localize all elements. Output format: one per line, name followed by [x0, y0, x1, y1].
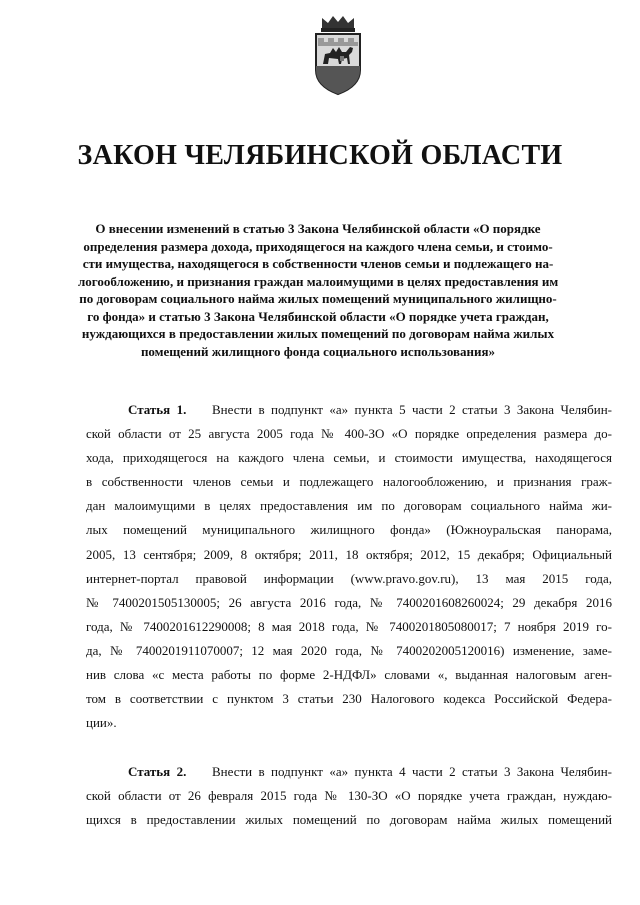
subtitle-line: определения размера дохода, приходящегося на каждого члена семьи, и стоимо- [83, 238, 553, 254]
subtitle-line: логообложению, и признания граждан малоимущими в целях предоставления им [78, 273, 559, 289]
article-line: ции». [86, 715, 117, 731]
article-line: ской области от 25 августа 2005 года № 400-ЗО «О порядке определения размера до- [86, 426, 612, 442]
article-line: 2005, 13 сентября; 2009, 8 октября; 2011, 18 октября; 2012, 15 декабря; Официальный [86, 546, 612, 562]
chelyabinsk-coat-of-arms-icon [308, 14, 368, 98]
article-line: дан малоимущими в целях предоставления им по договорам социального найма жи- [86, 498, 612, 514]
subtitle-line: помещений жилищного фонда социального использования» [140, 343, 496, 359]
article-line: нив слова «с места работы по форме 2-НДФЛ» словами «, выданная налоговым аген- [86, 667, 612, 683]
subtitle-line: по договорам социального найма жилых помещений муниципального жилищно- [79, 291, 557, 306]
law-title: ЗАКОН ЧЕЛЯБИНСКОЙ ОБЛАСТИ [77, 140, 563, 171]
article-first-line [86, 398, 612, 422]
subtitle-line: го фонда» и статью 3 Закона Челябинской области «О порядке учета граждан, [87, 308, 549, 324]
article-text: Внести в подпункт «а» пункта 4 части 2 статьи 3 Закона Челябин- [211, 764, 613, 779]
article-1 [86, 398, 612, 735]
article-line: № 7400201505130005; 26 августа 2016 года, № 7400201608260024; 29 декабря 2016 [86, 594, 612, 610]
article-first-line [86, 760, 612, 784]
article-2 [86, 760, 612, 832]
article-line: да, № 7400201911070007; 12 мая 2020 года, № 7400202005120016) изменение, заме- [86, 642, 612, 658]
article-line: том в соответствии с пунктом 3 статьи 230 Налогового кодекса Российской Федера- [86, 691, 612, 707]
article-line: щихся в предоставлении жилых помещений по договорам найма жилых помещений [86, 812, 612, 828]
subtitle-line: сти имущества, находящегося в собственности членов семьи и подлежащего на- [82, 256, 554, 271]
article-heading: Статья 2. [128, 764, 187, 779]
article-line: в собственности членов семьи и подлежащего налогообложению, и признания граж- [86, 474, 612, 490]
article-line: хода, приходящегося на каждого члена семьи, и стоимости имущества, находящегося [86, 450, 612, 466]
article-line: интернет-портал правовой информации (www.pravo.gov.ru), 13 мая 2015 года, [86, 570, 612, 586]
subtitle-line: О внесении изменений в статью 3 Закона Челябинской области «О порядке [95, 221, 541, 236]
article-text: Внести в подпункт «а» пункта 5 части 2 статьи 3 Закона Челябин- [211, 402, 613, 417]
article-line: года, № 7400201612290008; 8 мая 2018 года, № 7400201805080017; 7 ноября 2019 го- [86, 618, 612, 634]
article-heading: Статья 1. [128, 402, 187, 417]
article-line: ской области от 26 февраля 2015 года № 130-ЗО «О порядке учета граждан, нуждаю- [86, 788, 612, 804]
article-line: лых помещений муниципального жилищного фонда» (Южноуральская панорама, [86, 522, 612, 538]
subtitle-line: нуждающихся в предоставлении жилых помещений по договорам найма жилых [81, 326, 555, 341]
law-subtitle [78, 220, 558, 360]
